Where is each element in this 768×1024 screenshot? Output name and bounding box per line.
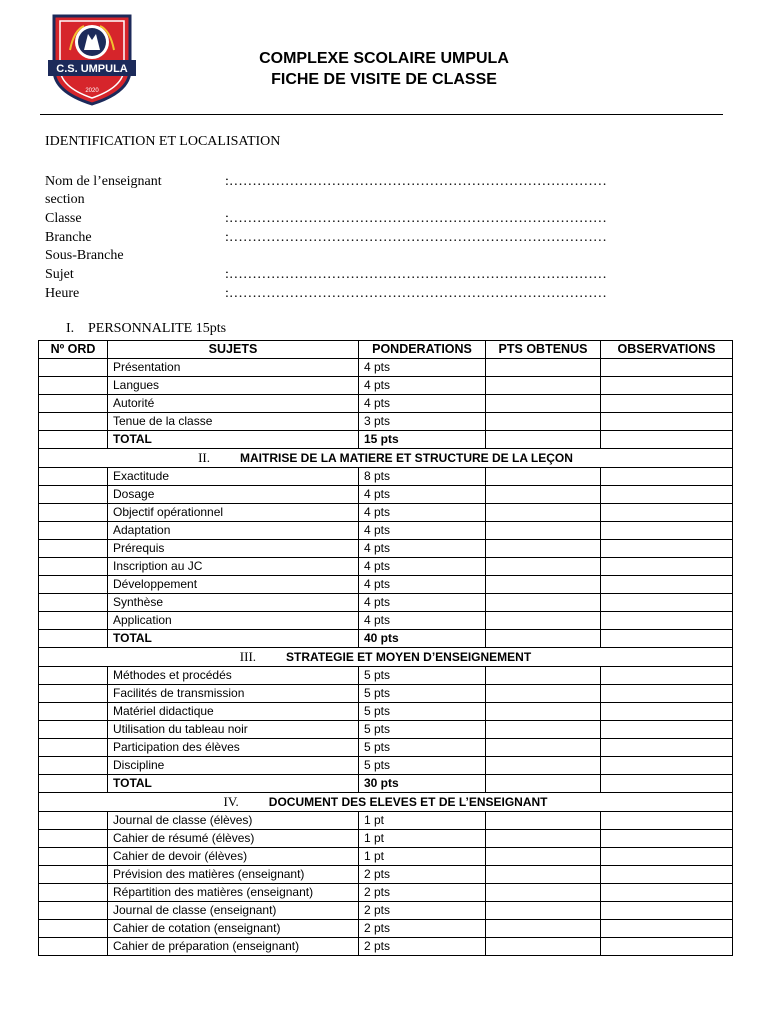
table-row: Cahier de résumé (élèves) 1 pt [39,830,733,848]
table-row: Cahier de cotation (enseignant) 2 pts [39,920,733,938]
table-row: Répartition des matières (enseignant) 2 pts [39,884,733,902]
total-row: TOTAL 30 pts [39,775,733,793]
table-row: Cahier de devoir (élèves) 1 pt [39,848,733,866]
field-label-subject: Sujet [45,267,74,282]
table-row: Objectif opérationnel 4 pts [39,504,733,522]
table-row: Présentation 4 pts [39,359,733,377]
field-teacher-input[interactable]: :……………………………………………………………………… [225,174,607,189]
header-ord: Nº ORD [39,341,108,359]
table-row: Application 4 pts [39,612,733,630]
section-personnalite-heading: I. PERSONNALITE 15pts [66,321,227,336]
table-row: Dosage 4 pts [39,486,733,504]
table-row: Langues 4 pts [39,377,733,395]
table-row: Exactitude 8 pts [39,468,733,486]
table-row: Inscription au JC 4 pts [39,558,733,576]
table-row: Journal de classe (élèves) 1 pt [39,812,733,830]
section-row-maitrise: II. MAITRISE DE LA MATIERE ET STRUCTURE DE LA LEÇON [39,449,733,468]
table-row: Développement 4 pts [39,576,733,594]
field-label-section: section [45,192,85,207]
table-row: Adaptation 4 pts [39,522,733,540]
table-row: Prérequis 4 pts [39,540,733,558]
table-row: Cahier de préparation (enseignant) 2 pts [39,938,733,956]
svg-text:C.S. UMPULA: C.S. UMPULA [56,63,128,75]
header-subjects: SUJETS [108,341,359,359]
document-title [140,48,628,90]
identification-heading: IDENTIFICATION ET LOCALISATION [45,134,281,149]
table-row: Méthodes et procédés 5 pts [39,667,733,685]
field-label-class: Classe [45,211,82,226]
field-label-branch: Branche [45,230,92,245]
table-row: Journal de classe (enseignant) 2 pts [39,902,733,920]
field-branch-input[interactable]: :……………………………………………………………………… [225,230,607,245]
table-header-row [39,341,733,359]
total-row: TOTAL 15 pts [39,431,733,449]
table-row: Tenue de la classe 3 pts [39,413,733,431]
table-row: Prévision des matières (enseignant) 2 pts [39,866,733,884]
school-name: COMPLEXE SCOLAIRE UMPULA [259,50,509,67]
school-logo [44,10,140,106]
evaluation-table [38,340,733,956]
header-divider [40,114,723,115]
field-time-input[interactable]: :……………………………………………………………………… [225,286,607,301]
table-row: Facilités de transmission 5 pts [39,685,733,703]
header-observations: OBSERVATIONS [601,341,733,359]
field-label-sub-branch: Sous-Branche [45,248,124,263]
total-row: TOTAL 40 pts [39,630,733,648]
table-row: Utilisation du tableau noir 5 pts [39,721,733,739]
header-weightings: PONDERATIONS [359,341,486,359]
form-title: FICHE DE VISITE DE CLASSE [271,71,497,88]
table-row: Participation des élèves 5 pts [39,739,733,757]
table-row: Discipline 5 pts [39,757,733,775]
section-row-strategie: III. STRATEGIE ET MOYEN D’ENSEIGNEMENT [39,648,733,667]
table-row: Autorité 4 pts [39,395,733,413]
table-row: Synthèse 4 pts [39,594,733,612]
svg-text:2020: 2020 [85,88,99,94]
section-row-documents: IV. DOCUMENT DES ELEVES ET DE L’ENSEIGNANT [39,793,733,812]
table-row: Matériel didactique 5 pts [39,703,733,721]
field-class-input[interactable]: :……………………………………………………………………… [225,211,607,226]
field-subject-input[interactable]: :……………………………………………………………………… [225,267,607,282]
field-label-time: Heure [45,286,80,301]
field-label-teacher: Nom de l’enseignant [45,174,162,189]
header-points-obtained: PTS OBTENUS [486,341,601,359]
